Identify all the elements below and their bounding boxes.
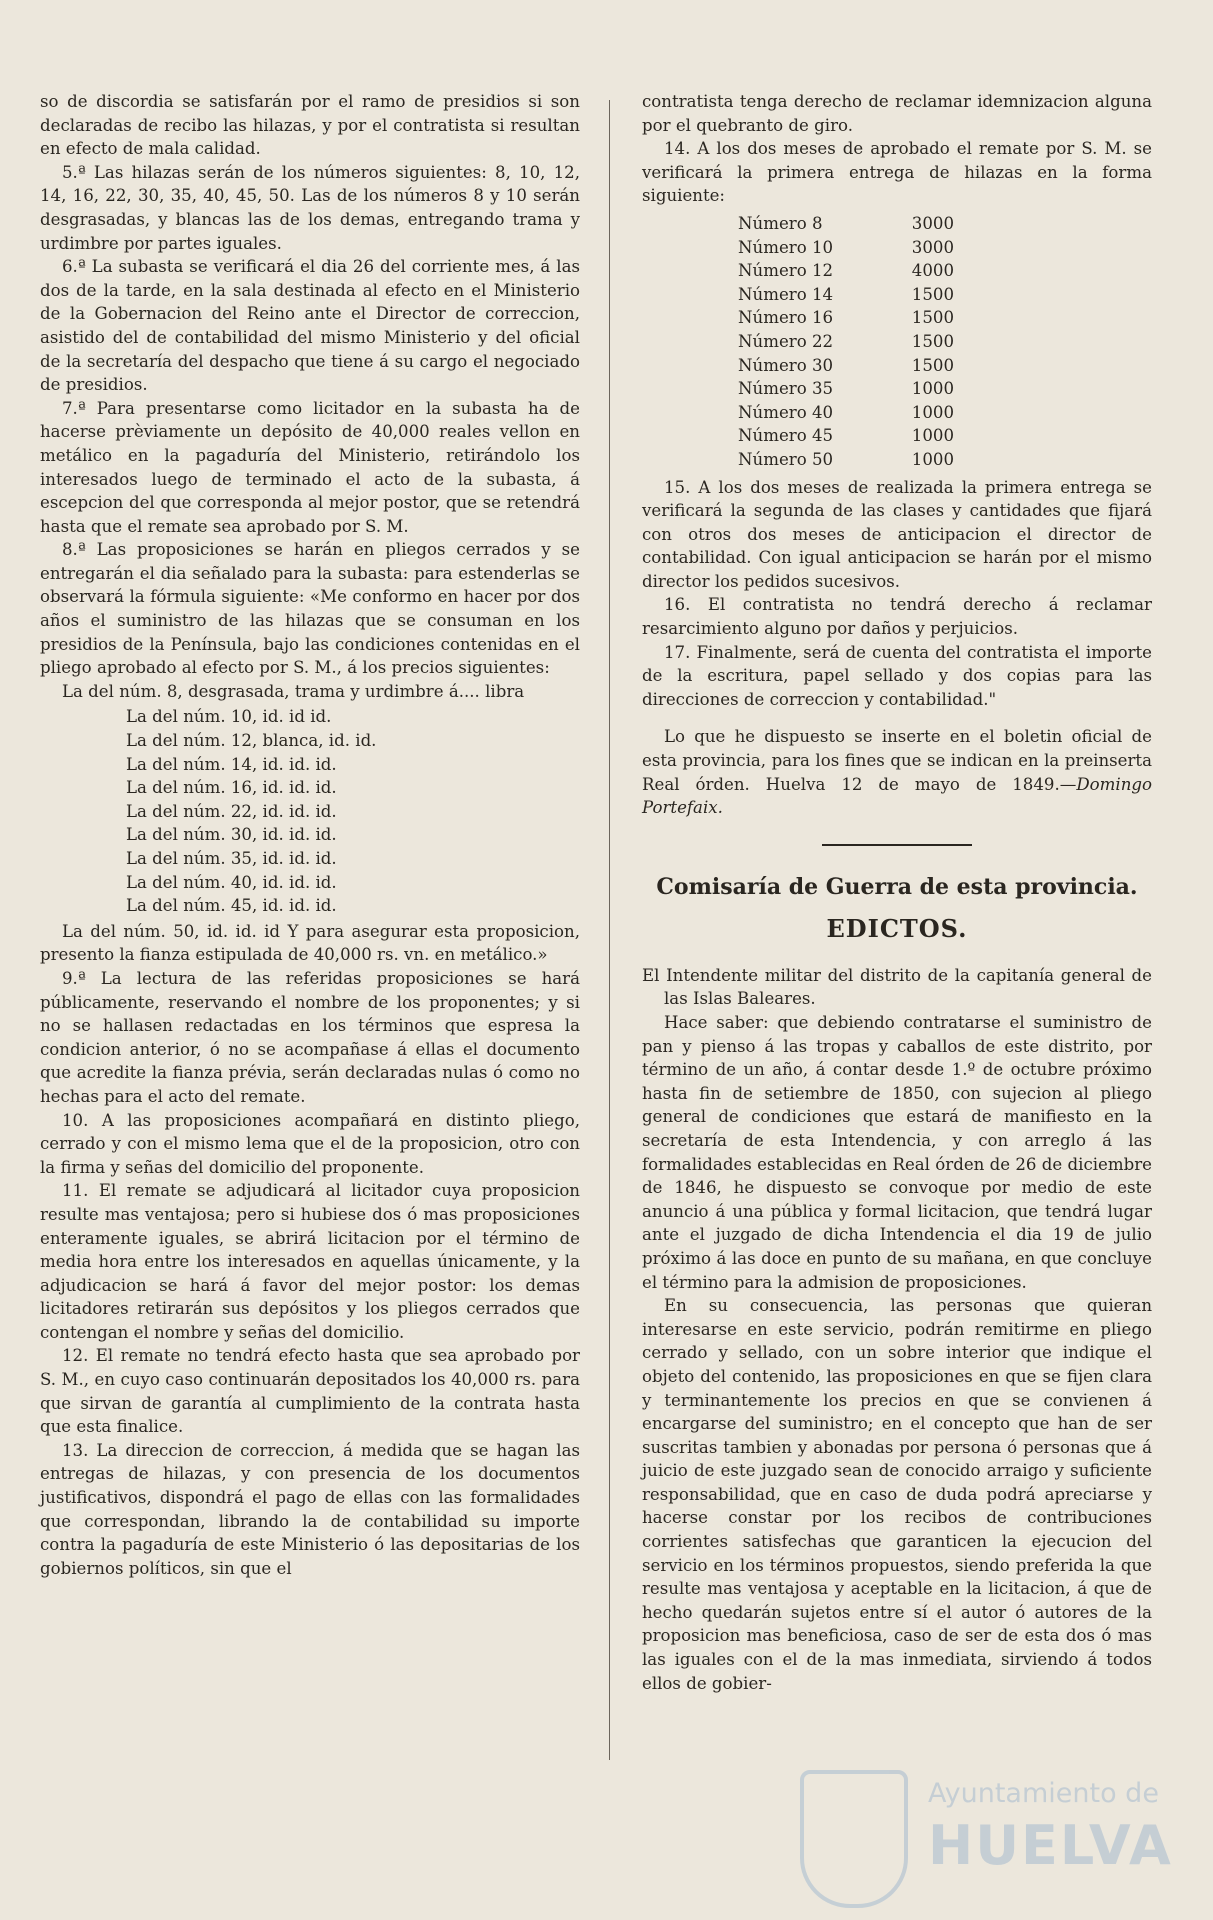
row-label: Número 12 xyxy=(738,261,834,281)
price-line: La del núm. 40, id. id. id. xyxy=(126,872,337,892)
clause-11: 11. El remate se adjudicará al licitador cuya proposicion resulte mas ventajosa; pero si hubiese dos ó mas proposiciones enteramente iguales, se abrirá licitacion por el término de media hora entre los interesados en aquellas únicamente, y la adjudicacion se hará á favor del mejor postor: los demas licitadores retirarán sus depósitos y los pliegos cerrados que contengan el nombre y señas del domicilio. xyxy=(40,1181,580,1342)
column-divider xyxy=(609,100,610,1760)
table-row xyxy=(738,283,954,307)
table-row xyxy=(738,212,954,236)
clause-10: 10. A las proposiciones acompañará en distinto pliego, cerrado y con el mismo lema que el de la proposicion, otro con la firma y señas del domicilio del proponente. xyxy=(40,1110,580,1177)
row-value: 1500 xyxy=(911,308,954,328)
signature: Domingo Portefaix. xyxy=(642,774,1152,818)
intendente-heading: El Intendente militar del distrito de la capitanía general de las Islas Baleares. xyxy=(642,965,1152,1009)
price-line: La del núm. 14, id. id. id. xyxy=(126,754,337,774)
closing-text: Lo que he dispuesto se inserte en el boletin oficial de esta provincia, para los fines que se indican en la preinserta Real órden. Huelva 12 de mayo de 1849.— xyxy=(642,727,1152,794)
row-value: 1000 xyxy=(911,402,954,422)
edict-paragraph: Hace saber: que debiendo contratarse el suministro de pan y pienso á las tropas y caballos de este distrito, por término de un año, á contar desde 1.º de octubre próximo hasta fin de setiembre de 1850, con sujecion al pliego general de condiciones que estará de manifiesto en la secretaría de esta Intendencia, y con arreglo á las formalidades establecidas en Real órden de 26 de diciembre de 1846, he dispuesto se convoque por medio de este anuncio á una pública y formal licitacion, que tendrá lugar ante el juzgado de dicha Intendencia el dia 19 de julio próximo á las doce en punto de su mañana, en que concluye el término para la admision de proposiciones. xyxy=(642,1013,1152,1292)
clause-12: 12. El remate no tendrá efecto hasta que sea aprobado por S. M., en cuyo caso continuarán depositados los 40,000 rs. para que sirvan de garantía al cumplimiento de la contrata hasta que esta finalice. xyxy=(40,1346,580,1437)
row-label: Número 14 xyxy=(738,284,834,304)
row-label: Número 22 xyxy=(738,331,834,351)
clause-13: 13. La direccion de correccion, á medida que se hagan las entregas de hilazas, y con presencia de los documentos justificativos, dispondrá el pago de ellas con las formalidades que correspondan, librando la de contabilidad su importe contra la pagaduría de este Ministerio ó las depositarias de los gobiernos políticos, sin que el xyxy=(40,1440,580,1578)
watermark xyxy=(800,1760,1180,1910)
clause-16: 16. El contratista no tendrá derecho á reclamar resarcimiento alguno por daños y perjuicios. xyxy=(642,595,1152,639)
row-value: 1500 xyxy=(911,355,954,375)
price-line: La del núm. 10, id. id id. xyxy=(126,707,332,727)
table-row xyxy=(738,424,954,448)
watermark-line1: Ayuntamiento de xyxy=(928,1778,1159,1809)
row-label: Número 40 xyxy=(738,402,834,422)
table-row xyxy=(738,330,954,354)
closing-paragraph xyxy=(642,725,1152,819)
clause-17: 17. Finalmente, será de cuenta del contratista el importe de la escritura, papel sellado y dos copias para las direcciones de correccion y contabilidad." xyxy=(642,642,1152,709)
clause-7: 7.ª Para presentarse como licitador en la subasta ha de hacerse prèviamente un depósito de 40,000 reales vellon en metálico en la pagaduría del Ministerio, retirándolo los interesados luego de terminado el acto de la subasta, á escepcion del que corresponda al mejor postor, que se retendrá hasta que el remate sea aprobado por S. M. xyxy=(40,398,580,536)
row-label: Número 10 xyxy=(738,237,834,257)
table-row xyxy=(738,354,954,378)
left-column xyxy=(40,90,580,1580)
row-value: 1000 xyxy=(911,426,954,446)
delivery-table xyxy=(738,212,954,472)
row-value: 1500 xyxy=(911,331,954,351)
shield-icon xyxy=(800,1770,908,1908)
price-line: La del núm. 16, id. id. id. xyxy=(126,778,337,798)
row-label: Número 30 xyxy=(738,355,834,375)
row-value: 3000 xyxy=(911,237,954,257)
row-value: 1500 xyxy=(911,284,954,304)
row-value: 1000 xyxy=(911,379,954,399)
clause-8: 8.ª Las proposiciones se harán en pliegos cerrados y se entregarán el dia señalado para la subasta: para estenderlas se observará la fórmula siguiente: «Me conformo en hacer por dos años el suministro de las hilazas que se consuman en los presidios de la Península, bajo las condiciones contenidas en el pliego aprobado al efecto por S. M., á los precios siguientes: xyxy=(40,540,580,678)
section-subtitle: EDICTOS. xyxy=(826,913,968,943)
clause-5: 5.ª Las hilazas serán de los números siguientes: 8, 10, 12, 14, 16, 22, 30, 35, 40, 45, 50. Las de los números 8 y 10 serán desgrasadas, y blancas las de los demas, entregando trama y urdimbre por partes iguales. xyxy=(40,162,580,253)
table-row xyxy=(738,236,954,260)
price-line: La del núm. 30, id. id. id. xyxy=(126,825,337,845)
clause-14: 14. A los dos meses de aprobado el remate por S. M. se verificará la primera entrega de hilazas en la forma siguiente: xyxy=(642,139,1152,206)
table-row xyxy=(738,377,954,401)
price-line: La del núm. 45, id. id. id. xyxy=(126,896,337,916)
right-column xyxy=(642,90,1152,1695)
clause-6: 6.ª La subasta se verificará el dia 26 del corriente mes, á las dos de la tarde, en la sala destinada al efecto en el Ministerio de la Gobernacion del Reino ante el Director de correccion, asistido del de contabilidad del mismo Ministerio y del oficial de la secretaría del despacho que tiene á su cargo el negociado de presidios. xyxy=(40,257,580,395)
paragraph: contratista tenga derecho de reclamar idemnizacion alguna por el quebranto de giro. xyxy=(642,92,1152,135)
clause-15: 15. A los dos meses de realizada la primera entrega se verificará la segunda de las clases y cantidades que fijará con otros dos meses de anticipacion el director de contabilidad. Con igual anticipacion se harán por el mismo director los pedidos sucesivos. xyxy=(642,477,1152,591)
row-label: Número 50 xyxy=(738,449,834,469)
section-title: Comisaría de Guerra de esta provincia. xyxy=(656,873,1138,900)
row-label: Número 45 xyxy=(738,426,834,446)
table-row xyxy=(738,306,954,330)
row-value: 1000 xyxy=(911,449,954,469)
row-label: Número 16 xyxy=(738,308,834,328)
table-row xyxy=(738,259,954,283)
table-row xyxy=(738,401,954,425)
edict-paragraph: En su consecuencia, las personas que quieran interesarse en este servicio, podrán remitirme en pliego cerrado y sellado, con un sobre interior que indique el objeto del contenido, las proposiciones en que se fijen clara y terminantemente los precios en que se convienen á encargarse del suministro; en el concepto que han de ser suscritas tambien y abonadas por persona ó personas que á juicio de este juzgado sean de conocido arraigo y suficiente responsabilidad, que en caso de duda podrá apreciarse y hacerse constar por los recibos de contribuciones corrientes satisfechas que garanticen la ejecucion del servicio en los términos propuestos, siendo preferida la que resulte mas ventajosa y aceptable en la licitacion, á que de hecho quedarán sujetos entre sí el autor ó autores de la proposicion mas beneficiosa, caso de ser de esta dos ó mas las iguales con el de la mas inmediata, sirviendo á todos ellos de gobier- xyxy=(642,1296,1152,1693)
row-label: Número 35 xyxy=(738,379,834,399)
price-list xyxy=(126,705,580,917)
watermark-line2: HUELVA xyxy=(928,1814,1173,1877)
price-line-8: La del núm. 8, desgrasada, trama y urdimbre á.... libra xyxy=(62,681,525,701)
row-value: 3000 xyxy=(911,213,954,233)
table-row xyxy=(738,448,954,472)
clause-9: 9.ª La lectura de las referidas proposiciones se hará públicamente, reservando el nombre de los proponentes; y si no se hallasen redactadas en los términos que espresa la condicion anterior, ó no se acompañase á ellas el documento que acredite la fianza prévia, serán declaradas nulas ó como no hechas para el acto del remate. xyxy=(40,968,580,1106)
row-value: 4000 xyxy=(911,261,954,281)
paragraph: so de discordia se satisfarán por el ramo de presidios si son declaradas de recibo las hilazas, y por el contratista si resultan en efecto de mala calidad. xyxy=(40,92,580,159)
section-rule xyxy=(822,844,972,846)
price-line: La del núm. 22, id. id. id. xyxy=(126,801,337,821)
price-line: La del núm. 12, blanca, id. id. xyxy=(126,731,377,751)
row-label: Número 8 xyxy=(738,213,823,233)
price-line-50: La del núm. 50, id. id. id Y para asegurar esta proposicion, presento la fianza estipulada de 40,000 rs. vn. en metálico.» xyxy=(40,921,580,965)
price-line: La del núm. 35, id. id. id. xyxy=(126,849,337,868)
